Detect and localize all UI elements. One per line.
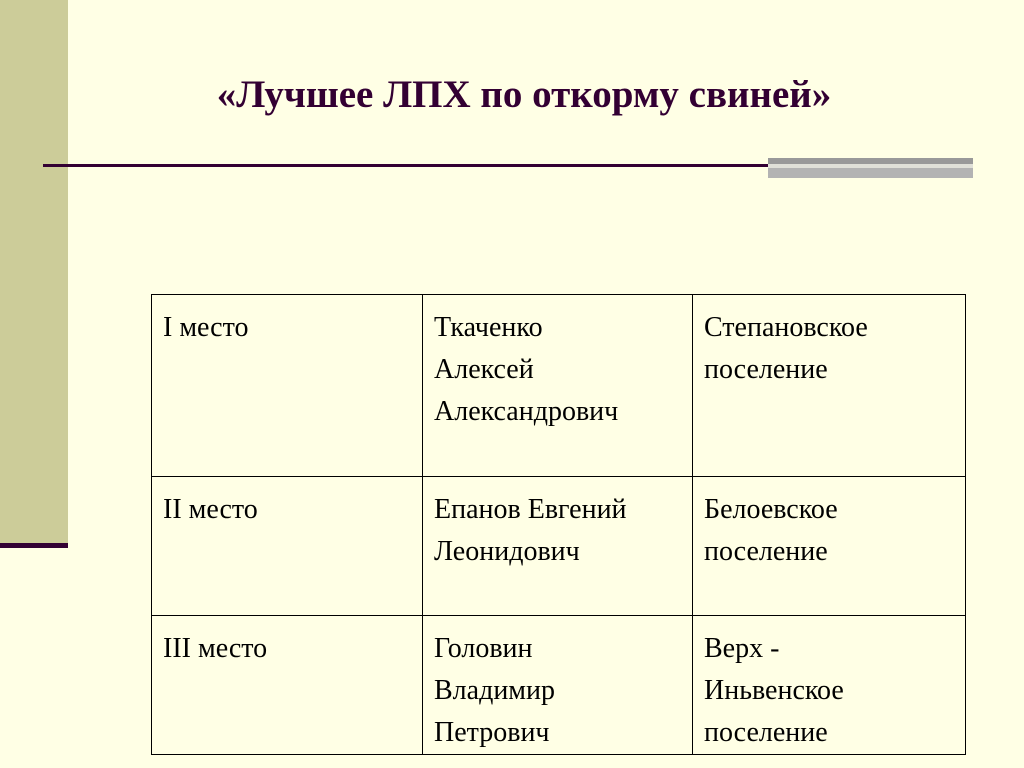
settlement-line: Верх - — [704, 633, 780, 664]
name-line: Александрович — [434, 396, 619, 427]
settlement-cell — [693, 295, 966, 477]
name-cell — [423, 477, 693, 616]
name-line: Леонидович — [434, 536, 580, 567]
name-line: Головин — [434, 633, 533, 664]
place-label: I место — [163, 312, 249, 343]
place-label: II место — [163, 494, 258, 525]
place-label: III место — [163, 633, 268, 664]
title-divider-stripes — [768, 158, 973, 179]
place-cell — [152, 616, 423, 755]
name-line: Владимир — [434, 675, 556, 706]
name-line: Алексей — [434, 354, 534, 385]
name-line: Петрович — [434, 717, 550, 748]
name-cell — [423, 295, 693, 477]
table-row — [152, 295, 966, 477]
settlement-line: Иньвенское — [704, 675, 844, 706]
settlement-line: поселение — [704, 717, 828, 748]
name-line: Ткаченко — [434, 312, 543, 343]
settlement-line: поселение — [704, 536, 828, 567]
slide-title: «Лучшее ЛПХ по откорму свиней» — [216, 73, 832, 116]
settlement-cell — [693, 616, 966, 755]
place-cell — [152, 295, 423, 477]
title-divider-line — [43, 164, 768, 167]
name-cell — [423, 616, 693, 755]
settlement-line: поселение — [704, 354, 828, 385]
winners-table — [151, 294, 966, 755]
place-cell — [152, 477, 423, 616]
table-row — [152, 477, 966, 616]
settlement-line: Белоевское — [704, 494, 838, 525]
divider-stripe-bottom — [768, 168, 973, 178]
settlement-line: Степановское — [704, 312, 868, 343]
name-line: Епанов Евгений — [434, 494, 627, 525]
left-accent-bar-underline — [0, 543, 68, 548]
table-row — [152, 616, 966, 755]
settlement-cell — [693, 477, 966, 616]
